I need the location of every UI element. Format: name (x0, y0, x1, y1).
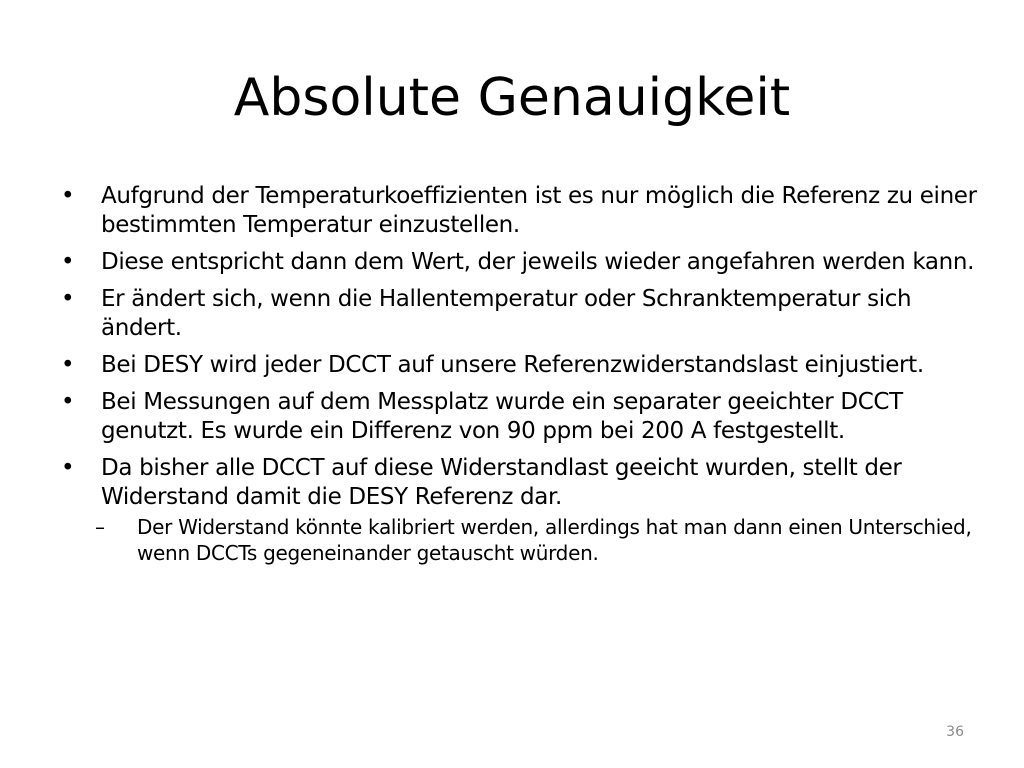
slide-title: Absolute Genauigkeit (233, 68, 791, 128)
bullet-item (61, 182, 981, 240)
bullet-marker: • (61, 389, 75, 415)
bullet-item (61, 248, 981, 277)
sub-bullet-list (95, 514, 981, 566)
bullet-text: Aufgrund der Temperaturkoeffizienten ist es nur möglich die Referenz zu einer bestimmten Temperatur einzustellen. (101, 183, 977, 238)
bullet-marker: • (61, 249, 75, 275)
bullet-marker: • (61, 352, 75, 378)
bullet-text: Bei Messungen auf dem Messplatz wurde ein separater geeichter DCCT genutzt. Es wurde ein Differenz von 90 ppm bei 200 A festgestellt. (101, 389, 903, 444)
dash-marker: – (95, 515, 105, 539)
sub-bullet-item (95, 514, 981, 566)
sub-bullet-text: Der Widerstand könnte kalibriert werden, allerdings hat man dann einen Unterschied, wenn DCCTs gegeneinander getauscht würden. (137, 515, 972, 565)
bullet-text: Diese entspricht dann dem Wert, der jeweils wieder angefahren werden kann. (101, 249, 975, 275)
bullet-item (61, 454, 981, 566)
page-number: 36 (946, 724, 964, 740)
bullet-marker: • (61, 286, 75, 312)
bullet-text: Er ändert sich, wenn die Hallentemperatur oder Schranktemperatur sich ändert. (101, 286, 912, 341)
bullet-item (61, 351, 981, 380)
bullet-list (61, 182, 981, 574)
bullet-marker: • (61, 455, 75, 481)
bullet-item (61, 388, 981, 446)
bullet-item (61, 285, 981, 343)
bullet-marker: • (61, 183, 75, 209)
bullet-text: Bei DESY wird jeder DCCT auf unsere Referenzwiderstandslast einjustiert. (101, 352, 924, 378)
bullet-text: Da bisher alle DCCT auf diese Widerstandlast geeicht wurden, stellt der Widerstand damit die DESY Referenz dar. (101, 455, 902, 510)
